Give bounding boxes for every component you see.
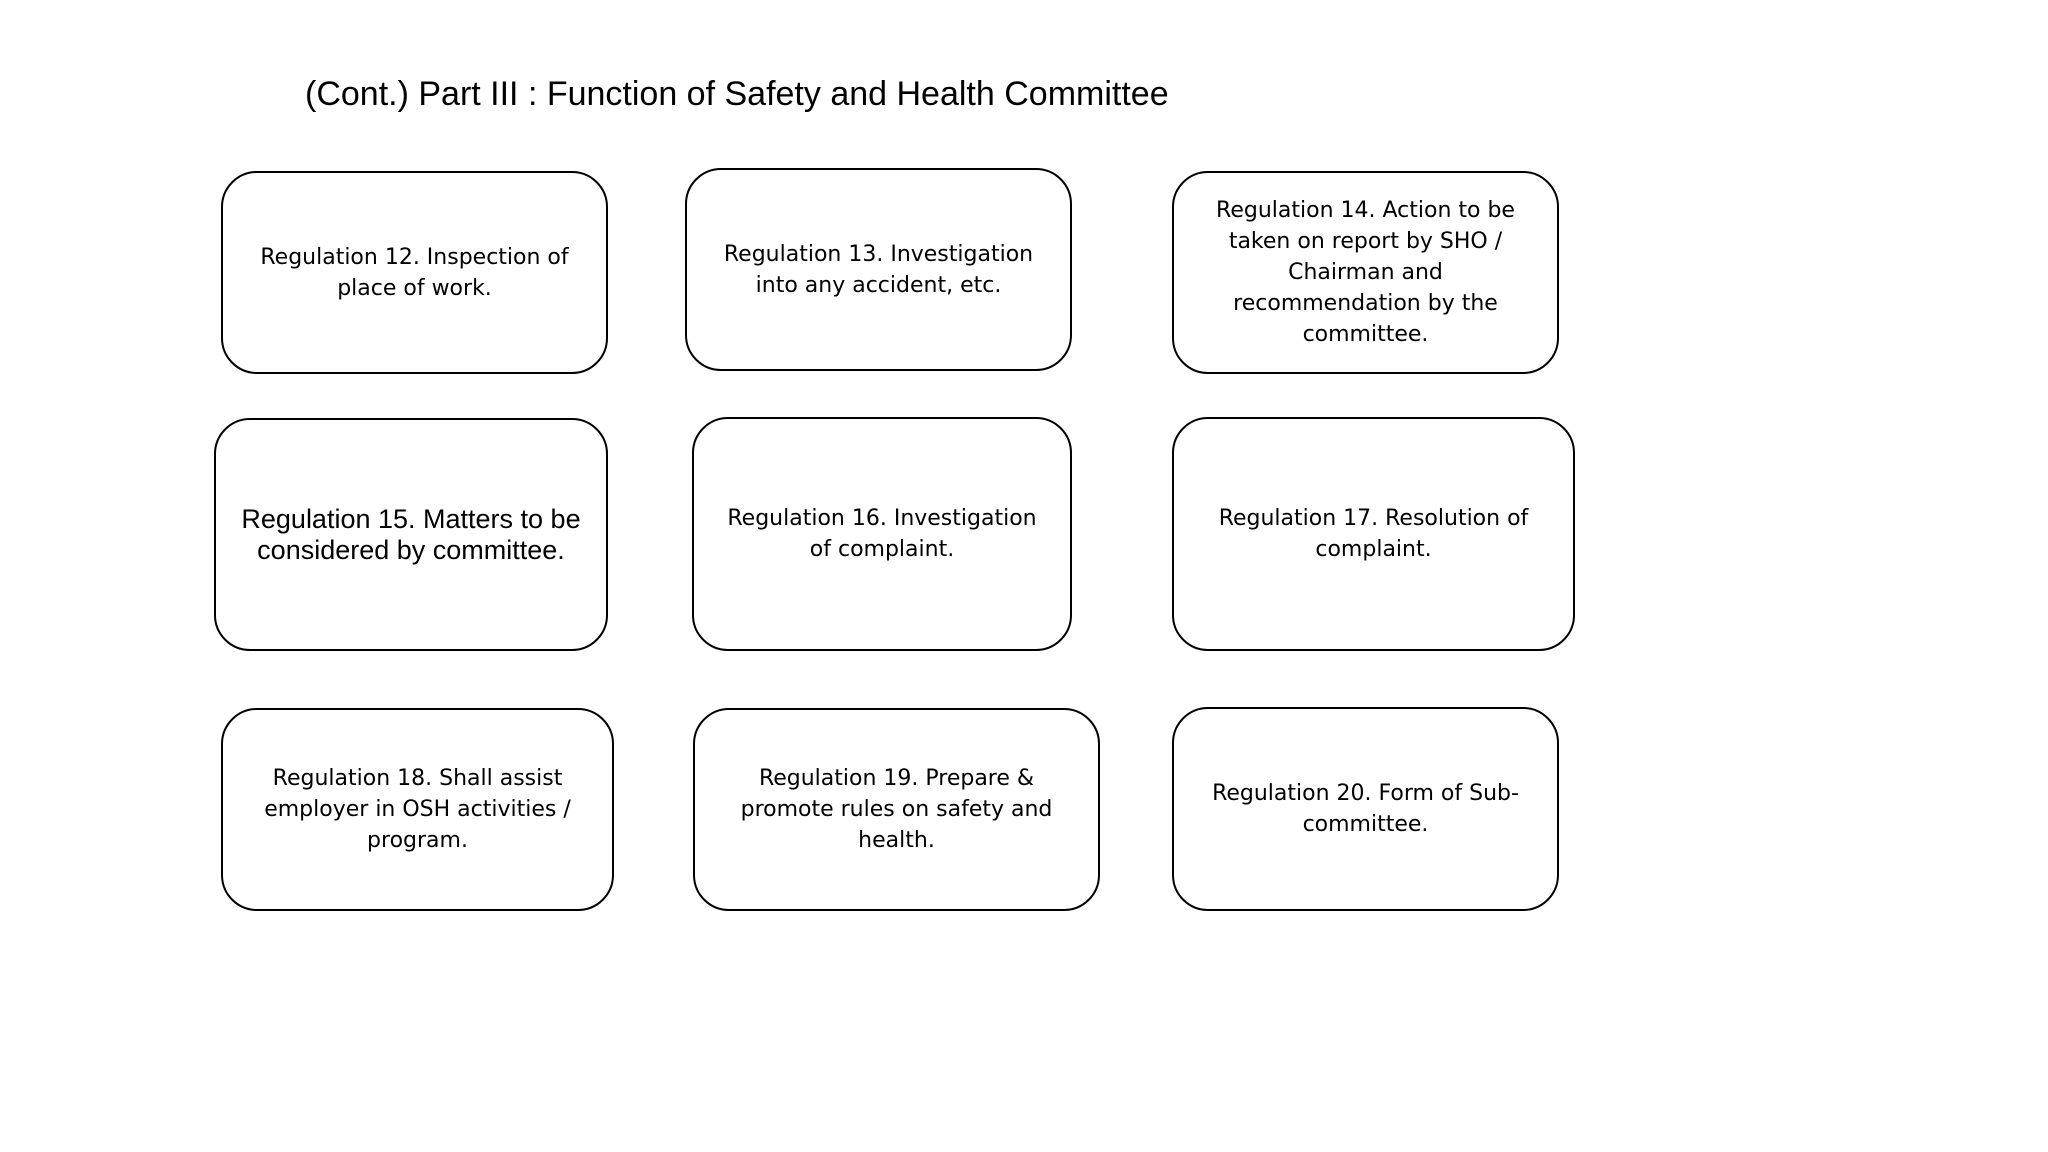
regulation-18-text: Regulation 18. Shall assist employer in OSH activities / program. [264,766,571,853]
regulation-15-text: Regulation 15. Matters to be considered by committee. [241,503,581,565]
regulation-13-text: Regulation 13. Investigation into any accident, etc. [723,241,1034,298]
regulation-17-text: Regulation 17. Resolution of complaint. [1218,506,1529,562]
regulation-12-box [221,171,608,374]
regulation-14-text: Regulation 14. Action to be taken on report by SHO / Chairman and recommendation by the committee. [1216,198,1515,347]
regulation-18-box [221,708,614,911]
regulation-13-box [685,168,1072,371]
regulation-15-box [214,418,608,651]
regulation-20-box [1172,707,1559,911]
regulation-16-text: Regulation 16. Investigation of complaint. [727,506,1037,562]
regulation-19-text: Regulation 19. Prepare & promote rules on safety and health. [740,766,1053,853]
regulation-16-box [692,417,1072,651]
slide-title: (Cont.) Part III : Function of Safety and Health Committee [305,75,1169,113]
regulation-19-box [693,708,1100,911]
regulation-20-text: Regulation 20. Form of Sub-committee. [1212,781,1519,837]
regulation-14-box [1172,171,1559,374]
regulation-12-text: Regulation 12. Inspection of place of work. [260,244,569,301]
regulation-17-box [1172,417,1575,651]
